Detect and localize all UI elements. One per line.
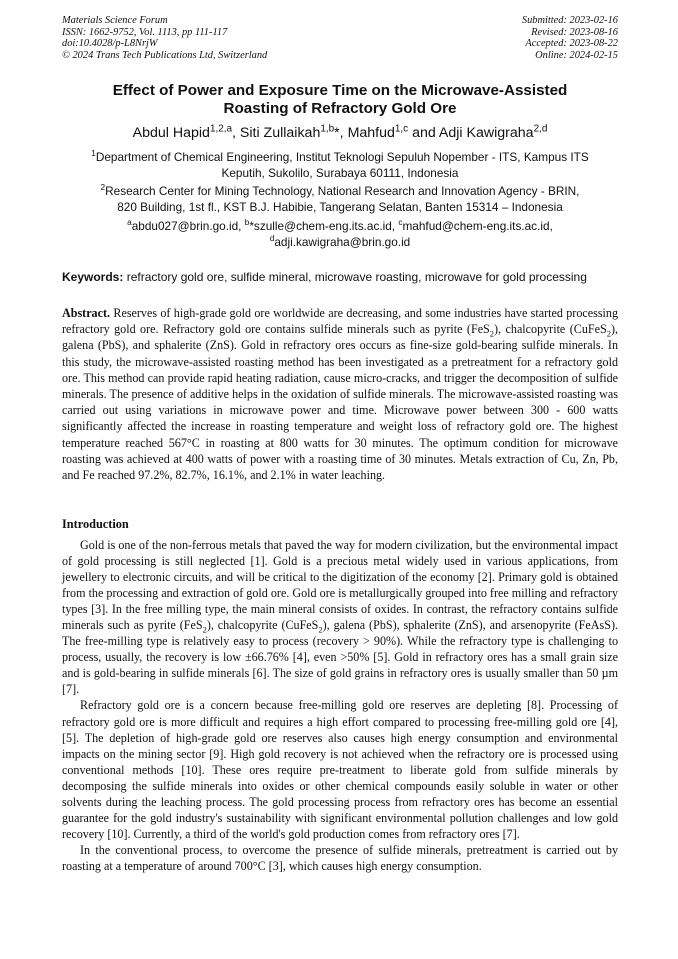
abstract-text: ), galena (PbS), and sphalerite (ZnS). Gold in refractory ores occurs as fine-size gold-bearing sulfide minerals. In this study, the microwave-assisted roasting method has been investigated as a pretreatment for a refractory gold ore. This method can provide rapid heating radiation, cause micro-cracks, and trigger the decomposition of sulfide minerals. The presence of additive helps in the oxidation of sulfide minerals. The microwave-assisted roasting was carried out using variations in microwave power and time. Microwave power between 300 - 600 watts significantly affected the increase in roasting temperature and weight loss of refractory gold ore. The highest temperature reached 567°C in roasting at 800 watts for 30 minutes. The optimum condition for microwave roasting was achieved at 400 watts of power with a roasting time of 30 minutes. Metals extraction of Cu, Zn, Pb, and Fe reached 97.2%, 82.7%, 16.1%, and 2.1% in water leaching.	[62, 322, 618, 483]
author-separator: ,	[339, 125, 348, 141]
email-mark: a	[127, 218, 132, 228]
accepted-date: Accepted: 2023-08-22	[525, 38, 618, 50]
author-name: Siti Zullaikah	[239, 125, 321, 141]
subscript: 2	[202, 624, 207, 635]
email-link[interactable]: mahfud@chem-eng.its.ac.id,	[402, 219, 553, 233]
paragraph-text: Gold is one of the non-ferrous metals that paved the way for modern civilization, but the environmental impact of gold processing is still neglected [1]. Gold is a precious metal widely used in various applications, from jewellery to electronic circuits, and will be critical to the digitization of the economy [2]. Primary gold is obtained from the processing and extraction of gold ore. Gold ore is metallurgically grouped into free milling and refractory types [3]. In the free milling type, the main mineral consists of oxides. In contrast, the refractory contains sulfide minerals such as pyrite (FeS	[62, 538, 618, 633]
affiliation-number: 1	[91, 149, 96, 159]
email-link[interactable]: abdu027@brin.go.id,	[131, 219, 245, 233]
subscript: 2	[489, 328, 495, 339]
email-mark: d	[269, 233, 275, 243]
affiliation-number: 2	[100, 183, 106, 193]
abstract-text: Reserves of high-grade gold ore worldwide are decreasing, and some industries have started processing refractory gold ore. Refractory gold ore contains sulfide minerals such as pyrite (FeS	[62, 306, 618, 337]
corresponding-mark: *	[334, 125, 340, 141]
email-mark: b	[244, 218, 250, 228]
email-link[interactable]: *szulle@chem-eng.its.ac.id,	[249, 219, 399, 233]
doi[interactable]: doi:10.4028/p-L8NrjW	[62, 38, 158, 50]
author-separator: and	[408, 125, 439, 141]
author-name: Abdul Hapid	[132, 125, 210, 141]
author-affil-mark: 2,d	[533, 123, 548, 135]
abstract	[62, 305, 618, 483]
subscript: 2	[606, 328, 611, 339]
author-affil-mark: 1,c	[394, 123, 409, 135]
author-list	[62, 124, 618, 142]
paper-title	[62, 82, 618, 118]
email-list	[62, 219, 618, 250]
paragraph: In the conventional process, to overcome the presence of sulfide minerals, pretreatment is carried out by roasting at a temperature of around 700°C [3], which causes high energy consumption.	[62, 842, 618, 873]
email-link[interactable]: adji.kawigraha@brin.go.id	[274, 234, 411, 249]
affiliation-line: 820 Building, 1st fl., KST B.J. Habibie, Tangerang Selatan, Banten 15314 – Indonesia	[117, 199, 563, 214]
paragraph-text: ), chalcopyrite (CuFeS	[206, 618, 319, 633]
affiliation-2	[62, 184, 618, 215]
introduction-body	[62, 537, 618, 874]
author-name: Mahfud	[347, 125, 395, 141]
subscript: 2	[318, 624, 323, 635]
email-mark: c	[398, 218, 403, 228]
title-line-2: Roasting of Refractory Gold Ore	[223, 100, 457, 117]
copyright: © 2024 Trans Tech Publications Ltd, Switzerland	[62, 49, 268, 61]
abstract-text: ), chalcopyrite (CuFeS	[494, 322, 607, 337]
author-affil-mark: 1,b	[320, 123, 335, 135]
author-affil-mark: 1,2,a	[209, 123, 233, 135]
header-right	[522, 15, 618, 61]
revised-date: Revised: 2023-08-16	[531, 26, 618, 38]
paragraph: Refractory gold ore is a concern because free-milling gold ore reserves are depleting [8]. Processing of refractory gold ore is more difficult and requires a high effort compared to processing free-milling gold ore [4], [5]. The depletion of high-grade gold ore reserves also causes high energy consumption and environmental impacts on the mining sector [9]. High gold recovery is not achieved when the refractory ore is processed using conventional methods [10]. These ores require pre-treatment to liberate gold from sulfide minerals by decomposing the sulfide minerals into oxides or other chemical compounds easily soluble in water or other solvents during the leaching process. The gold processing process from refractory ores has become an essential guarantee for the gold industry's sustainability with significant environmental pollution challenges and low gold recovery [10]. Currently, a third of the world's gold production comes from refractory ores [7].	[62, 698, 618, 841]
title-line-1: Effect of Power and Exposure Time on the Microwave-Assisted	[112, 82, 568, 99]
affiliation-line: Keputih, Sukolilo, Surabaya 60111, Indonesia	[221, 165, 459, 180]
keywords-text: refractory gold ore, sulfide mineral, microwave roasting, microwave for gold processing	[123, 270, 587, 284]
keywords-label: Keywords:	[62, 270, 124, 284]
issn-volume: ISSN: 1662-9752, Vol. 1113, pp 111-117	[62, 26, 228, 38]
paragraph-text: ), galena (PbS), sphalerite (ZnS), and arsenopyrite (FeAsS). The free-milling type is relatively easy to process (recovery > 90%). While the refractory type is challenging to process, usually, the recovery is low ±66.76% [4], even >50% [5]. Gold in refractory ores has a small grain size and is gold-bearing in sulfide minerals [6]. The size of gold grains in refractory ores is usually smaller than 50 µm [7].	[62, 618, 618, 697]
abstract-label: Abstract.	[62, 306, 111, 320]
author-name: Adji Kawigraha	[438, 125, 534, 141]
affiliation-1	[62, 150, 618, 181]
author-separator: ,	[232, 125, 240, 141]
section-heading-introduction: Introduction	[62, 517, 129, 531]
online-date: Online: 2024-02-15	[535, 49, 618, 61]
header-left	[62, 15, 267, 61]
journal-name: Materials Science Forum	[62, 15, 168, 26]
submitted-date: Submitted: 2023-02-16	[521, 15, 618, 26]
affiliation-line: Department of Chemical Engineering, Institut Teknologi Sepuluh Nopember - ITS, Kampus ITS	[95, 150, 589, 164]
affiliation-line: Research Center for Mining Technology, National Research and Innovation Agency - BRIN,	[105, 184, 580, 198]
keywords	[62, 270, 618, 285]
paragraph	[62, 537, 618, 697]
